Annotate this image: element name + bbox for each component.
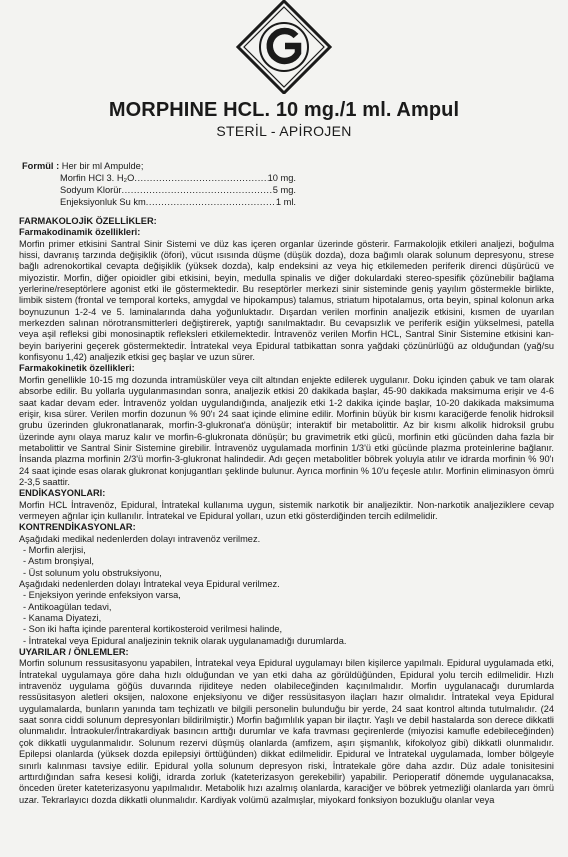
list-item: - Antikoagülan tedavi, xyxy=(23,601,112,612)
formula-row-name: Enjeksiyonluk Su km xyxy=(60,197,146,207)
list-item: - Üst solunum yolu obstruksiyonu, xyxy=(23,567,162,578)
heading-uyarilar: UYARILAR / ÖNLEMLER: xyxy=(19,647,129,658)
formula-row-amount: 5 mg. xyxy=(272,185,296,195)
paragraph-endikasyonlari: Morfin HCL İntravenöz, Epidural, İntratekal kullanıma uygun, sistemik narkotik bir analjeziktir. Non-narkotik analjeziklere cevap vermeyen ağrılar için kullanılır. İntratekal ve Epidural yolları, uzun etki gösterdiğinden tercih edilmelidir. xyxy=(19,499,554,521)
leader-dots xyxy=(134,172,267,184)
heading-farmakolojik: FARMAKOLOJİK ÖZELLİKLER: xyxy=(19,216,157,226)
paragraph-farmakodinamik: Morfin primer etkisini Santral Sinir Sistemi ve düz kas içeren organlar üzerinde gösterir. Farmakolojik etkileri analjezi, boğulma hissi, davranış tarzında değişiklik (öfori), vücut ısısında düşme (düşük dozda), doza bağımlı olarak solunum depresyonu, strese bağlı adrenokortikal cevapta değişiklik (yüksek dozda), kalp endeksini az veya hiç etkilemeden periferik direnci düşürücü ve miyozistir. Morfin, diğer opioidler gibi etkisini, beyin, medulla spinalis ve diğer dokulardaki stereo-spesifik çözünebilir bağlama yerlerine/reseptörlere agonist etki ile göstermektedir. Bu reseptörler merkezi sinir sisteminde geniş yayılım göstermekle birlikte, limbik sistem (frontal ve temporal korteks, amygdal ve hipokampus) talamus, striatum hipotalamus, orta beyin, spinal kolonun arka boynuzunun 1-2-4 ve 5. laminalarında daha yoğunluktadır. Dışardan verilen morfinin analjezik etkisini, kısmen de uyarılan merkezden salınan nörotransmitterleri değiştirerek, yaptığı sanılmaktadır. Bu cevapsızlık ve periferik esiğin yükselmesi, patella veya aşil refleksi gibi monosinaptik refleksleri etkilemektedir. İntravenöz verilen Morfin HCL, Santral Sinir Sistemine etkisini kan-beyin bariyerini geçerek göstermektedir. İntratekal veya Epidural tatbikattan sonra yağdaki çözünürlüğü az olduğundan (yağ/su konfisyonu 1,42) analjezik etkisi geç başlar ve uzun sürer. xyxy=(19,238,554,363)
product-subtitle: STERİL - APİROJEN xyxy=(216,123,352,139)
heading-kontrendikasyonlar: KONTRENDİKASYONLAR: xyxy=(19,522,136,533)
heading-farmakodinamik: Farmakodinamik özellikleri: xyxy=(19,227,141,238)
formula-intro xyxy=(22,160,552,172)
product-title: MORPHINE HCL. 10 mg./1 ml. Ampul xyxy=(108,99,460,121)
list-item: - Morfin alerjisi, xyxy=(23,544,86,555)
paragraph-kontra-intro-1: Aşağıdaki medikal nedenlerden dolayı intravenöz verilmez. xyxy=(19,533,261,544)
formula-row-name: Sodyum Klorür xyxy=(60,185,122,195)
formula-block xyxy=(22,160,552,208)
list-item: - Son iki hafta içinde parenteral kortikosteroid verilmesi halinde, xyxy=(23,624,283,635)
formula-row xyxy=(60,196,296,208)
paragraph-kontra-intro-2: Aşağıdaki nedenlerden dolayı İntratekal veya Epidural verilmez. xyxy=(19,579,280,589)
company-logo xyxy=(236,0,332,94)
paragraph-farmakokinetik: Morfin genellikle 10-15 mg dozunda intramüsküler veya cilt altından enjekte edilerek uygulanır. Doku içinden çabuk ve tam olarak absorbe edilir. Bu yollarla uygulanmasından sonra, analjezik etkisi 20 dakikada başlar, 45-90 dakikada maksimuma erişir ve 4-6 saat kadar devam eder. İntravenöz yoldan uygulandığında, analjezik etki 1-2 dakika içinde başlar, 10-20 dakikada maksimuma erişir, kısa sürer. Verilen morfin dozunun % 90'ı 24 saat içinde elimine edilir. Morfinin büyük bir kısmı karaciğerde fenolik hidroksil grubu üzerinden glukronatlanarak, morfin-3-glukronat'a dönüşür; interaktif bir metabolittir. Az bir kısmı alkolik hidroksil grubu üzerinde aynı olaya maruz kalır ve morfin-6-glukronata dönüşür; bu gravimetrik etki gücü, morfinin etki gücünden daha fazla bir metabolittir ve Santral Sinir Sistemine girebilir. İntravenöz uygulamada morfinin 1/3'ü etki gücünde plazma proteinlerine bağlanır. İnsanda plazma morfinin 2/3'ü morfin-3-glukronat halindedir. Adı geçen metabolitler böbrek yoluyla atılır ve idrarda morfinin % 90'ı 24 saat içinde esas olarak glukronat konjugantları şeklinde bulunur. Ayrıca morfinin % 10'u feçesle atılır. Morfinin eliminasyon ömrü 2-3,5 saattir. xyxy=(19,374,554,487)
formula-label: Formül : xyxy=(22,161,60,171)
leader-dots xyxy=(146,196,276,208)
formula-row xyxy=(60,172,296,184)
leader-dots xyxy=(122,184,273,196)
formula-row-amount: 10 mg. xyxy=(267,173,296,183)
formula-row-name: Morfin HCl 3. H₂O xyxy=(60,173,135,183)
list-item: - İntratekal veya Epidural analjezinin teknik olarak uygulanamadığı durumlarda. xyxy=(23,635,347,646)
list-item: - Enjeksiyon yerinde enfeksiyon varsa, xyxy=(23,590,181,601)
heading-farmakokinetik: Farmakokinetik özellikleri: xyxy=(19,363,135,374)
list-item: - Kanama Diyatezi, xyxy=(23,613,102,624)
formula-row xyxy=(60,184,296,196)
leaflet-body xyxy=(19,216,554,806)
formula-intro-text: Her bir ml Ampulde; xyxy=(59,161,144,171)
heading-endikasyonlari: ENDİKASYONLARI: xyxy=(19,488,106,499)
list-item: - Astım bronşiyal, xyxy=(23,556,94,567)
paragraph-uyarilar: Morfin solunum ressusitasyonu yapabilen, İntratekal veya Epidural uygulamayı bilen kişilerce yapılmalı. Epidural uygulamada etki, İntratekal uygulamaya göre daha hızlı olduğundan ve yan etki daha az görüldüğünden, Epidural yolu tercih edilmelidir. Hızlı intravenöz uygulama göğüs duvarında rijiditeye neden olabileceğinden kaçınılmalıdır. Morfin uygulanacağı durumlarda ressüsitasyon aletleri oksijen, naloxone enjeksiyonu ve diğer ressüsitasyon ilaçları hazır olmalıdır. İntratekal veya Epidural uygulamalarda, bunların yanında tam teçhizatlı ve bilgili personelin bulunduğu bir yerde, 24 saat kontrol altında tutulmalıdır. (24 saat sonra ciddi solunum depresyonları bildirilmiştir.) Morfin bağımlılık yapan bir ilaçtır. Yaşlı ve debil hastalarda son derece dikkatli olunmalıdır. İntraokuler/İntrakardiyak basıncın arttığı durumlar ve kafa travması geçirenlerde (miyozisi kamufle edebileceğinden) çok dikkatli uygulanmalıdır. Solunum rezervi düşmüş olanlarda (amfizem, aşırı şişmanlık, kifokolyoz gibi) dikkatli olunmalıdır. Epilepsi olanlarda (yüksek dozda epilepsiyi örttüğünden) dikkat edilmelidir. Epidural ve İntratekal uygulamada, lomber bölgeyle sınırlı kalınması tavsiye edilir. Epidural yolla solunum depresyon riski, İntratekale göre daha azdır. Düz adale tonisitesini arttırdığından safra kesesi koliği, idrarda zorluk (kateterizasyon gerekebilir) yapabilir. Perioperatif dönemde uygulanacaksa, önceden üreter kateterizasyonu yapılmalıdır. Metabolik hızı azalmış olanlarda, karaciğer ve böbrek yetmezliği olanlarda yarı ömrü uzar. Tekrarlayıcı dozda dikkatli olunmalıdır. Kardiyak volümü azalmışlar, miyokard fonksiyon bozukluğu olanlar veya xyxy=(19,658,554,805)
formula-row-amount: 1 ml. xyxy=(275,197,296,207)
g-diamond-logo-icon xyxy=(236,0,332,94)
